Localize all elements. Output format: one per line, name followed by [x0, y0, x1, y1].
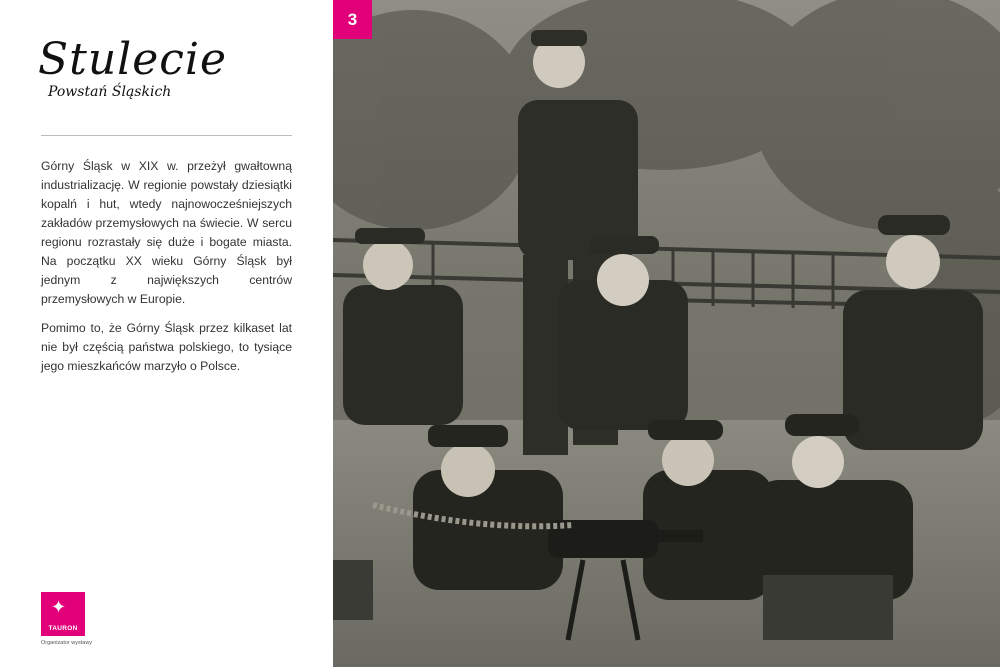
logo-title: Stulecie: [38, 34, 228, 85]
tauron-mark-icon: ✦: [51, 597, 67, 617]
logo-subtitle: Powstań Śląskich: [48, 84, 172, 100]
text-panel: [0, 0, 333, 667]
divider: [41, 135, 292, 136]
sponsor-logo: [41, 592, 121, 646]
sponsor-note: Organizator wystawy: [41, 640, 93, 646]
sponsor-name: TAURON: [48, 625, 78, 632]
paragraph: Górny Śląsk w XIX w. przeżył gwałtowną industrializację. W regionie powstały dziesiątki kopalń i hut, wtedy najnowocześniejszych zakładów przemysłowych na świecie. W sercu regionu rozrastały się duże i bogate miasta. Na początku XX wieku Górny Śląsk był jednym z największych centrów przemysłowych w Europie.: [41, 159, 292, 306]
body-text: [41, 157, 292, 386]
tauron-logo: [41, 592, 85, 636]
photo-illustration: [333, 0, 1000, 667]
historical-photo: [333, 0, 1000, 667]
exhibition-logo: [38, 34, 228, 118]
paragraph: Pomimo to, że Górny Śląsk przez kilkaset lat nie był częścią państwa polskiego, to tysiące jego mieszkańców marzyło o Polsce.: [41, 321, 292, 373]
page-number-badge: 3: [333, 0, 372, 39]
